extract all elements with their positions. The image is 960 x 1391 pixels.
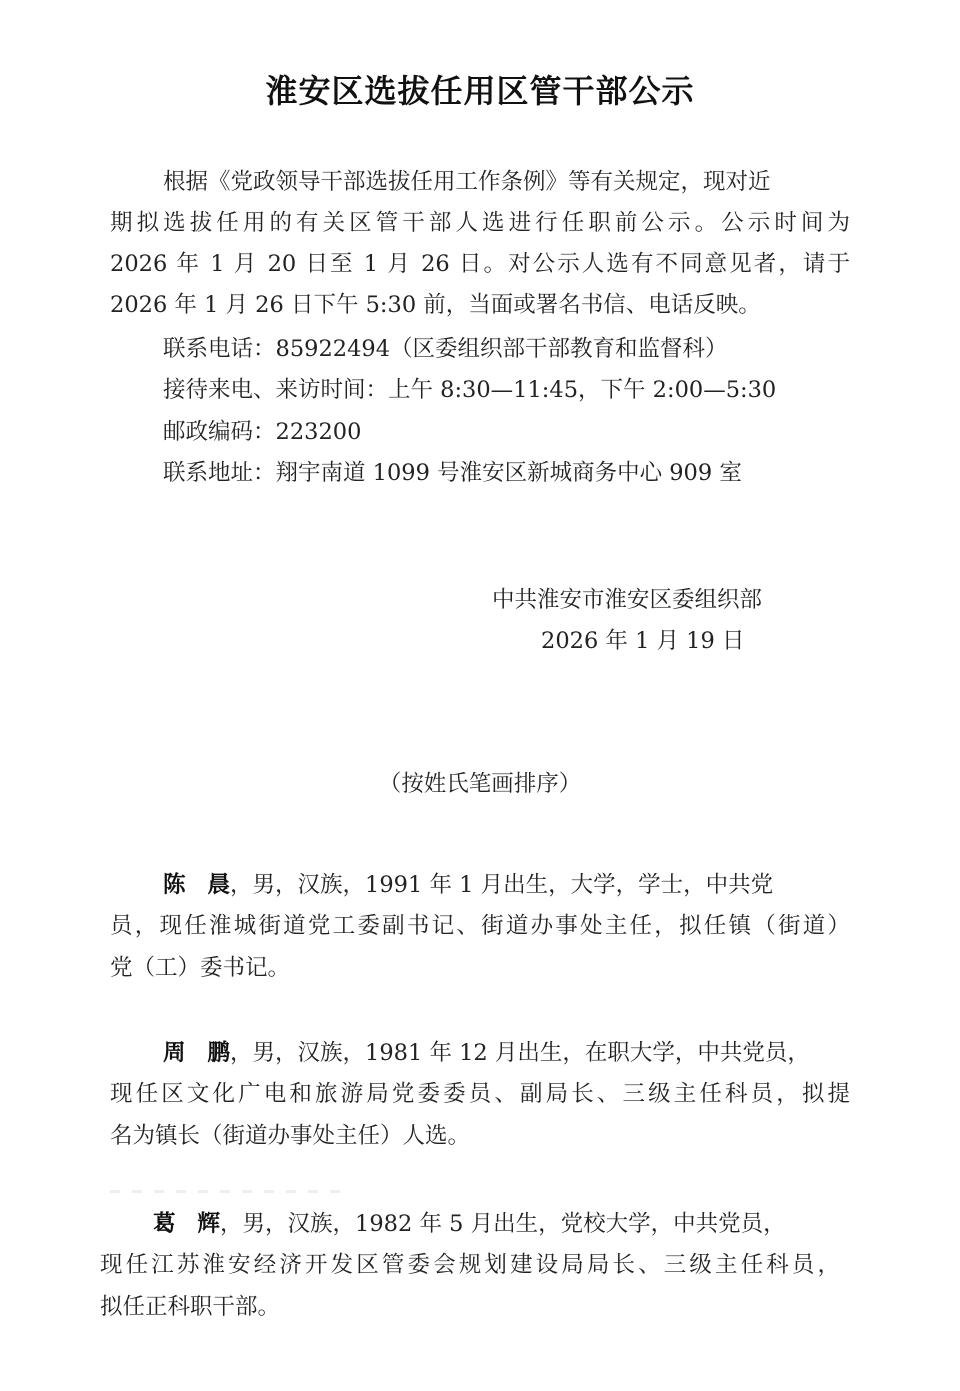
contact-address: 联系地址：翔宇南道 1099 号淮安区新城商务中心 909 室: [163, 460, 742, 486]
candidate-line-2: 现任江苏淮安经济开发区管委会规划建设局局长、三级主任科员，: [100, 1252, 840, 1278]
candidate-details: ，男，汉族，1981 年 12 月出生，在职大学，中共党员，: [230, 1040, 810, 1066]
candidate-line-3: 名为镇长（街道办事处主任）人选。: [110, 1123, 471, 1149]
candidate-line-1: [163, 1037, 810, 1069]
candidate-line-3: 拟任正科职干部。: [100, 1294, 281, 1320]
candidate-details: ，男，汉族，1991 年 1 月出生，大学，学士，中共党: [230, 872, 774, 898]
candidate-details: ，男，汉族，1982 年 5 月出生，党校大学，中共党员，: [220, 1211, 786, 1237]
intro-line-4: 2026 年 1 月 26 日下午 5:30 前，当面或署名书信、电话反映。: [110, 292, 761, 318]
candidate-line-3: 党（工）委书记。: [110, 955, 291, 981]
contact-postcode: 邮政编码：223200: [163, 419, 362, 445]
contact-hours: 接待来电、来访时间：上午 8:30—11:45，下午 2:00—5:30: [163, 377, 777, 403]
candidate-line-1: [153, 1208, 786, 1240]
intro-line-3: 2026 年 1 月 20 日至 1 月 26 日。对公示人选有不同意见者，请于: [110, 251, 850, 277]
candidate-line-1: [163, 869, 773, 901]
candidate-name: 陈 晨: [163, 872, 231, 898]
intro-line-1: 根据《党政领导干部选拔任用工作条例》等有关规定，现对近: [163, 169, 771, 195]
faint-scan-mark: [110, 1190, 340, 1193]
intro-line-2: 期拟选拔任用的有关区管干部人选进行任职前公示。公示时间为: [110, 210, 850, 236]
signature-org: 中共淮安市淮安区委组织部: [492, 587, 763, 613]
candidate-line-2: 员，现任淮城街道党工委副书记、街道办事处主任，拟任镇（街道）: [110, 913, 850, 939]
candidate-line-2: 现任区文化广电和旅游局党委委员、副局长、三级主任科员，拟提: [110, 1081, 850, 1107]
candidate-name: 葛 辉: [153, 1211, 221, 1237]
page-title: 淮安区选拔任用区管干部公示: [265, 72, 695, 110]
sort-note: （按姓氏笔画排序）: [378, 771, 582, 797]
contact-phone: 联系电话：85922494（区委组织部干部教育和监督科）: [163, 336, 728, 362]
signature-date: 2026 年 1 月 19 日: [541, 628, 745, 654]
candidate-name: 周 鹏: [163, 1040, 231, 1066]
